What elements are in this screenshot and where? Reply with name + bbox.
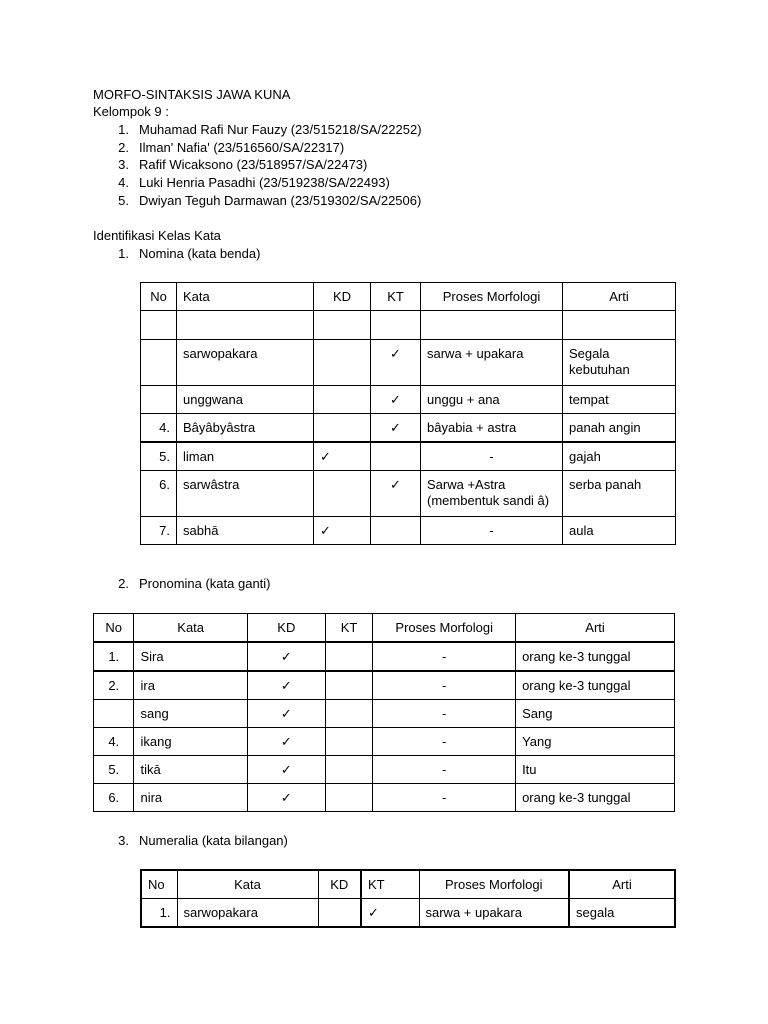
cell-no: 7.: [141, 517, 177, 545]
cell-no: 5.: [141, 442, 177, 471]
header-no: No: [141, 283, 177, 311]
cell-kata: sarwopakara: [177, 340, 314, 386]
header-kata: Kata: [177, 870, 318, 899]
cell-kd: ✓: [247, 642, 325, 671]
header-no: No: [94, 614, 134, 643]
cell-kt: ✓: [371, 471, 421, 517]
table-row: [94, 642, 675, 671]
cell-kata: Sira: [134, 642, 247, 671]
subsection-label: Numeralia (kata bilangan): [139, 833, 288, 848]
cell-no: [94, 700, 134, 728]
cell-kt: [371, 311, 421, 340]
list-number: 5.: [118, 193, 129, 208]
cell-no: [141, 386, 177, 414]
cell-kata: Bâyâbyâstra: [177, 414, 314, 443]
numeralia-table: [140, 869, 676, 928]
cell-arti: Sang: [516, 700, 675, 728]
list-number: 3.: [118, 833, 129, 848]
member-name: Luki Henria Pasadhi (23/519238/SA/22493): [139, 175, 390, 190]
table-row: [141, 517, 676, 545]
cell-kd: ✓: [247, 784, 325, 812]
cell-kata: sarwopakara: [177, 899, 318, 928]
cell-kt: [371, 517, 421, 545]
header-kt: KT: [325, 614, 373, 643]
cell-kt: ✓: [371, 340, 421, 386]
header-proses: Proses Morfologi: [421, 283, 563, 311]
cell-proses: [421, 311, 563, 340]
cell-no: 6.: [94, 784, 134, 812]
cell-proses: sarwa + upakara: [421, 340, 563, 386]
list-number: 1.: [118, 246, 129, 261]
cell-kd: [314, 386, 371, 414]
subsection-label: Pronomina (kata ganti): [139, 576, 271, 591]
list-number: 4.: [118, 175, 129, 190]
table-row: [141, 414, 676, 443]
member-name: Muhamad Rafi Nur Fauzy (23/515218/SA/22252): [139, 122, 422, 137]
table-header-row: [141, 870, 675, 899]
table-row: [94, 784, 675, 812]
cell-no: [141, 311, 177, 340]
cell-kt: [325, 728, 373, 756]
table-row: [94, 728, 675, 756]
list-number: 1.: [118, 122, 129, 137]
cell-arti: aula: [563, 517, 676, 545]
document-title: MORFO-SINTAKSIS JAWA KUNA: [93, 87, 291, 102]
header-arti: Arti: [569, 870, 675, 899]
cell-kt: [325, 784, 373, 812]
cell-kd: [314, 340, 371, 386]
cell-kd: ✓: [247, 671, 325, 700]
cell-proses: -: [373, 671, 516, 700]
cell-kata: liman: [177, 442, 314, 471]
cell-kd: ✓: [247, 756, 325, 784]
header-kt: KT: [361, 870, 419, 899]
table-header-row: [141, 283, 676, 311]
cell-no: 2.: [94, 671, 134, 700]
cell-kd: ✓: [314, 517, 371, 545]
member-name: Ilman' Nafia' (23/516560/SA/22317): [139, 140, 345, 155]
section-title: Identifikasi Kelas Kata: [93, 228, 221, 243]
cell-no: 4.: [94, 728, 134, 756]
header-kd: KD: [314, 283, 371, 311]
cell-arti: gajah: [563, 442, 676, 471]
cell-kt: ✓: [371, 414, 421, 443]
table-row: [94, 671, 675, 700]
cell-kata: sarwâstra: [177, 471, 314, 517]
cell-arti: orang ke-3 tunggal: [516, 784, 675, 812]
cell-kd: ✓: [247, 728, 325, 756]
cell-kt: [325, 756, 373, 784]
nomina-table: [140, 282, 676, 545]
header-kata: Kata: [134, 614, 247, 643]
cell-arti: panah angin: [563, 414, 676, 443]
header-proses: Proses Morfologi: [419, 870, 569, 899]
cell-kata: ikang: [134, 728, 247, 756]
cell-kata: sang: [134, 700, 247, 728]
cell-proses: Sarwa +Astra (membentuk sandi â): [421, 471, 563, 517]
cell-arti: serba panah: [563, 471, 676, 517]
cell-proses: sarwa + upakara: [419, 899, 569, 928]
cell-kata: sabhā: [177, 517, 314, 545]
table-row: [141, 471, 676, 517]
cell-arti: tempat: [563, 386, 676, 414]
header-proses: Proses Morfologi: [373, 614, 516, 643]
cell-proses: -: [421, 517, 563, 545]
cell-kt: [325, 642, 373, 671]
cell-kd: [314, 414, 371, 443]
table-header-row: [94, 614, 675, 643]
cell-arti: Itu: [516, 756, 675, 784]
cell-arti: segala: [569, 899, 675, 928]
cell-kt: [325, 700, 373, 728]
cell-arti: [563, 311, 676, 340]
header-arti: Arti: [563, 283, 676, 311]
cell-proses: -: [373, 728, 516, 756]
cell-kata: tikā: [134, 756, 247, 784]
cell-no: [141, 340, 177, 386]
cell-kt: ✓: [371, 386, 421, 414]
pronomina-table: [93, 613, 675, 812]
cell-arti: orang ke-3 tunggal: [516, 671, 675, 700]
cell-kd: [318, 899, 361, 928]
cell-kt: [325, 671, 373, 700]
list-number: 3.: [118, 157, 129, 172]
cell-kata: nira: [134, 784, 247, 812]
header-kd: KD: [247, 614, 325, 643]
header-kata: Kata: [177, 283, 314, 311]
cell-kd: ✓: [247, 700, 325, 728]
cell-no: 1.: [141, 899, 177, 928]
cell-proses: -: [373, 700, 516, 728]
table-row: [94, 756, 675, 784]
cell-proses: bâyabia + astra: [421, 414, 563, 443]
header-arti: Arti: [516, 614, 675, 643]
table-row: [141, 311, 676, 340]
cell-arti: Yang: [516, 728, 675, 756]
list-number: 2.: [118, 576, 129, 591]
cell-no: 1.: [94, 642, 134, 671]
cell-proses: -: [421, 442, 563, 471]
cell-kd: [314, 471, 371, 517]
cell-kata: ira: [134, 671, 247, 700]
table-row: [141, 442, 676, 471]
cell-proses: -: [373, 756, 516, 784]
cell-arti: Segala kebutuhan: [563, 340, 676, 386]
table-row: [141, 340, 676, 386]
cell-proses: -: [373, 642, 516, 671]
group-label: Kelompok 9 :: [93, 104, 169, 119]
cell-proses: -: [373, 784, 516, 812]
cell-arti: orang ke-3 tunggal: [516, 642, 675, 671]
member-name: Dwiyan Teguh Darmawan (23/519302/SA/22506): [139, 193, 422, 208]
cell-no: 6.: [141, 471, 177, 517]
table-row: [94, 700, 675, 728]
cell-kata: unggwana: [177, 386, 314, 414]
cell-kd: ✓: [314, 442, 371, 471]
member-name: Rafif Wicaksono (23/518957/SA/22473): [139, 157, 368, 172]
header-kd: KD: [318, 870, 361, 899]
subsection-label: Nomina (kata benda): [139, 246, 261, 261]
header-no: No: [141, 870, 177, 899]
header-kt: KT: [371, 283, 421, 311]
table-row: [141, 386, 676, 414]
cell-kt: [371, 442, 421, 471]
cell-proses: unggu + ana: [421, 386, 563, 414]
cell-kt: ✓: [361, 899, 419, 928]
cell-kata: [177, 311, 314, 340]
table-row: [141, 899, 675, 928]
cell-no: 4.: [141, 414, 177, 443]
cell-kd: [314, 311, 371, 340]
cell-no: 5.: [94, 756, 134, 784]
list-number: 2.: [118, 140, 129, 155]
